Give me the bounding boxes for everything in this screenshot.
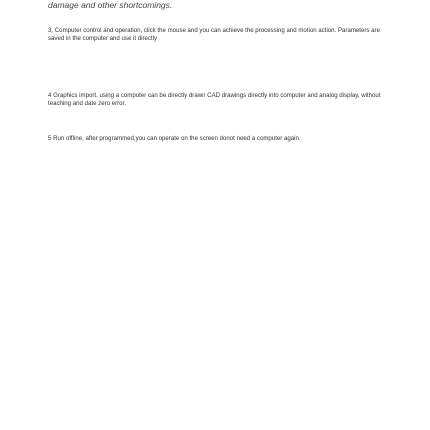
top-line-text: damage and other shortcomings. xyxy=(48,0,173,10)
scroll-fade xyxy=(228,0,378,12)
paragraph-computer-control: 3, Computer control and operation, click the mouse and you can achieve the processing and motion action. Parameters are saved in the computer and use it directly xyxy=(48,27,380,42)
partial-top-line xyxy=(48,0,378,12)
paragraph-graphics-import: 4 Graphics import, using a computer can be directly drawn CAD drawings directly into computer and analog display, without teaching and date zero error. xyxy=(48,92,381,107)
paragraph-run-offline: 5 Run offline, after programmed,you can operate on the screen donot need a computer again. xyxy=(48,135,301,143)
